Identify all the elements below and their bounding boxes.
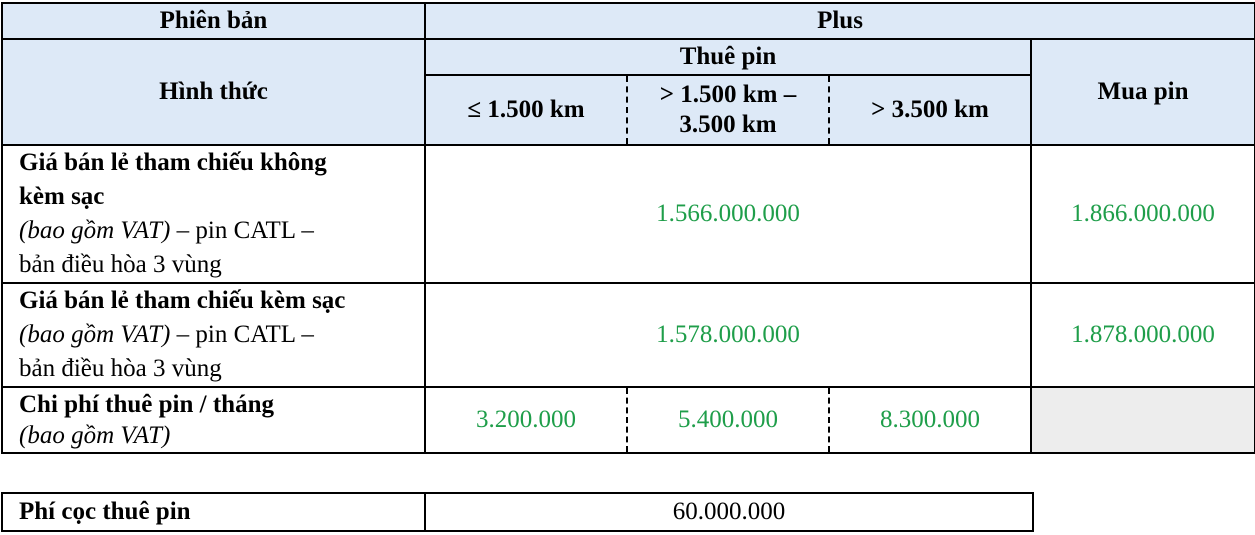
- form-label: Hình thức: [159, 78, 268, 105]
- version-value: Plus: [817, 7, 863, 34]
- deposit-table: [1, 492, 1034, 532]
- monthly-rent-label-bold: Chi phí thuê pin / tháng: [19, 391, 274, 418]
- monthly-rent-tier-2: 5.400.000: [678, 406, 778, 433]
- price-table: [1, 2, 1255, 454]
- deposit-value-cell: [425, 493, 1033, 531]
- tier-2-label-line1: > 1.500 km –: [659, 81, 797, 108]
- version-value-cell: [425, 3, 1255, 39]
- no-charger-label-battery: – pin CATL –: [170, 217, 314, 244]
- buy-header: [1031, 39, 1255, 145]
- tier-1-header: [425, 75, 627, 145]
- no-charger-buy-price-cell: [1031, 145, 1255, 283]
- tier-3-header: [829, 75, 1031, 145]
- with-charger-rent-price-cell: [425, 283, 1031, 387]
- monthly-rent-tier-2-cell: [627, 387, 829, 453]
- no-charger-rent-price: 1.566.000.000: [656, 200, 800, 227]
- deposit-value: 60.000.000: [672, 498, 786, 525]
- with-charger-label-vat: (bao gồm VAT): [19, 321, 171, 348]
- tier-3-label: > 3.500 km: [871, 96, 989, 123]
- buy-label: Mua pin: [1097, 78, 1189, 105]
- version-label: Phiên bản: [159, 7, 268, 34]
- with-charger-rent-price: 1.578.000.000: [656, 321, 800, 348]
- no-charger-label-bold-2: kèm sạc: [19, 183, 105, 210]
- no-charger-label-ac: bản điều hòa 3 vùng: [19, 251, 222, 278]
- monthly-rent-tier-3: 8.300.000: [880, 406, 980, 433]
- with-charger-label-ac: bản điều hòa 3 vùng: [19, 355, 222, 382]
- rent-header: [425, 39, 1031, 75]
- no-charger-label-vat: (bao gồm VAT): [19, 217, 171, 244]
- with-charger-label-battery: – pin CATL –: [170, 321, 314, 348]
- form-header: [2, 39, 425, 145]
- tier-2-label-line2: 3.500 km: [679, 111, 777, 138]
- monthly-rent-tier-1-cell: [425, 387, 627, 453]
- no-charger-buy-price: 1.866.000.000: [1071, 200, 1215, 227]
- monthly-rent-label-vat: (bao gồm VAT): [19, 422, 171, 449]
- tier-1-label: ≤ 1.500 km: [467, 96, 585, 123]
- no-charger-label-cell: [2, 145, 425, 283]
- version-header: [2, 3, 425, 39]
- deposit-label: Phí cọc thuê pin: [19, 498, 191, 525]
- no-charger-rent-price-cell: [425, 145, 1031, 283]
- monthly-rent-buy-empty-cell: [1031, 387, 1255, 453]
- rent-label: Thuê pin: [679, 43, 777, 70]
- with-charger-label-bold: Giá bán lẻ tham chiếu kèm sạc: [19, 287, 346, 314]
- tier-2-header: [627, 75, 829, 145]
- with-charger-buy-price: 1.878.000.000: [1071, 321, 1215, 348]
- monthly-rent-label-cell: [2, 387, 425, 453]
- monthly-rent-tier-3-cell: [829, 387, 1031, 453]
- no-charger-label-bold-1: Giá bán lẻ tham chiếu không: [19, 149, 327, 176]
- with-charger-label-cell: [2, 283, 425, 387]
- deposit-label-cell: [2, 493, 425, 531]
- with-charger-buy-price-cell: [1031, 283, 1255, 387]
- monthly-rent-tier-1: 3.200.000: [476, 406, 576, 433]
